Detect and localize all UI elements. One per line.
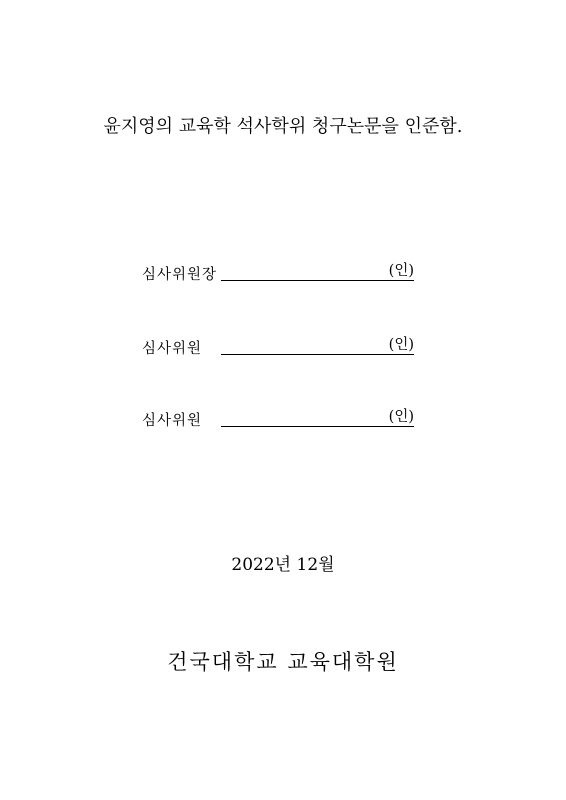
signature-row-member-2 — [142, 409, 432, 431]
institution-name: 건국대학교 교육대학원 — [167, 650, 399, 674]
signature-role: 심사위원 — [142, 341, 203, 357]
seal-mark: (인) — [380, 337, 414, 355]
signature-row-member-1 — [142, 337, 432, 359]
signature-role: 심사위원 — [142, 413, 203, 429]
certification-statement: 윤지영의 교육학 석사학위 청구논문을 인준함. — [103, 116, 463, 137]
signature-role: 심사위원장 — [142, 267, 218, 283]
seal-mark: (인) — [380, 263, 414, 281]
seal-mark: (인) — [380, 409, 414, 427]
approval-date: 2022년 12월 — [231, 555, 335, 575]
signature-row-chair — [142, 263, 432, 285]
